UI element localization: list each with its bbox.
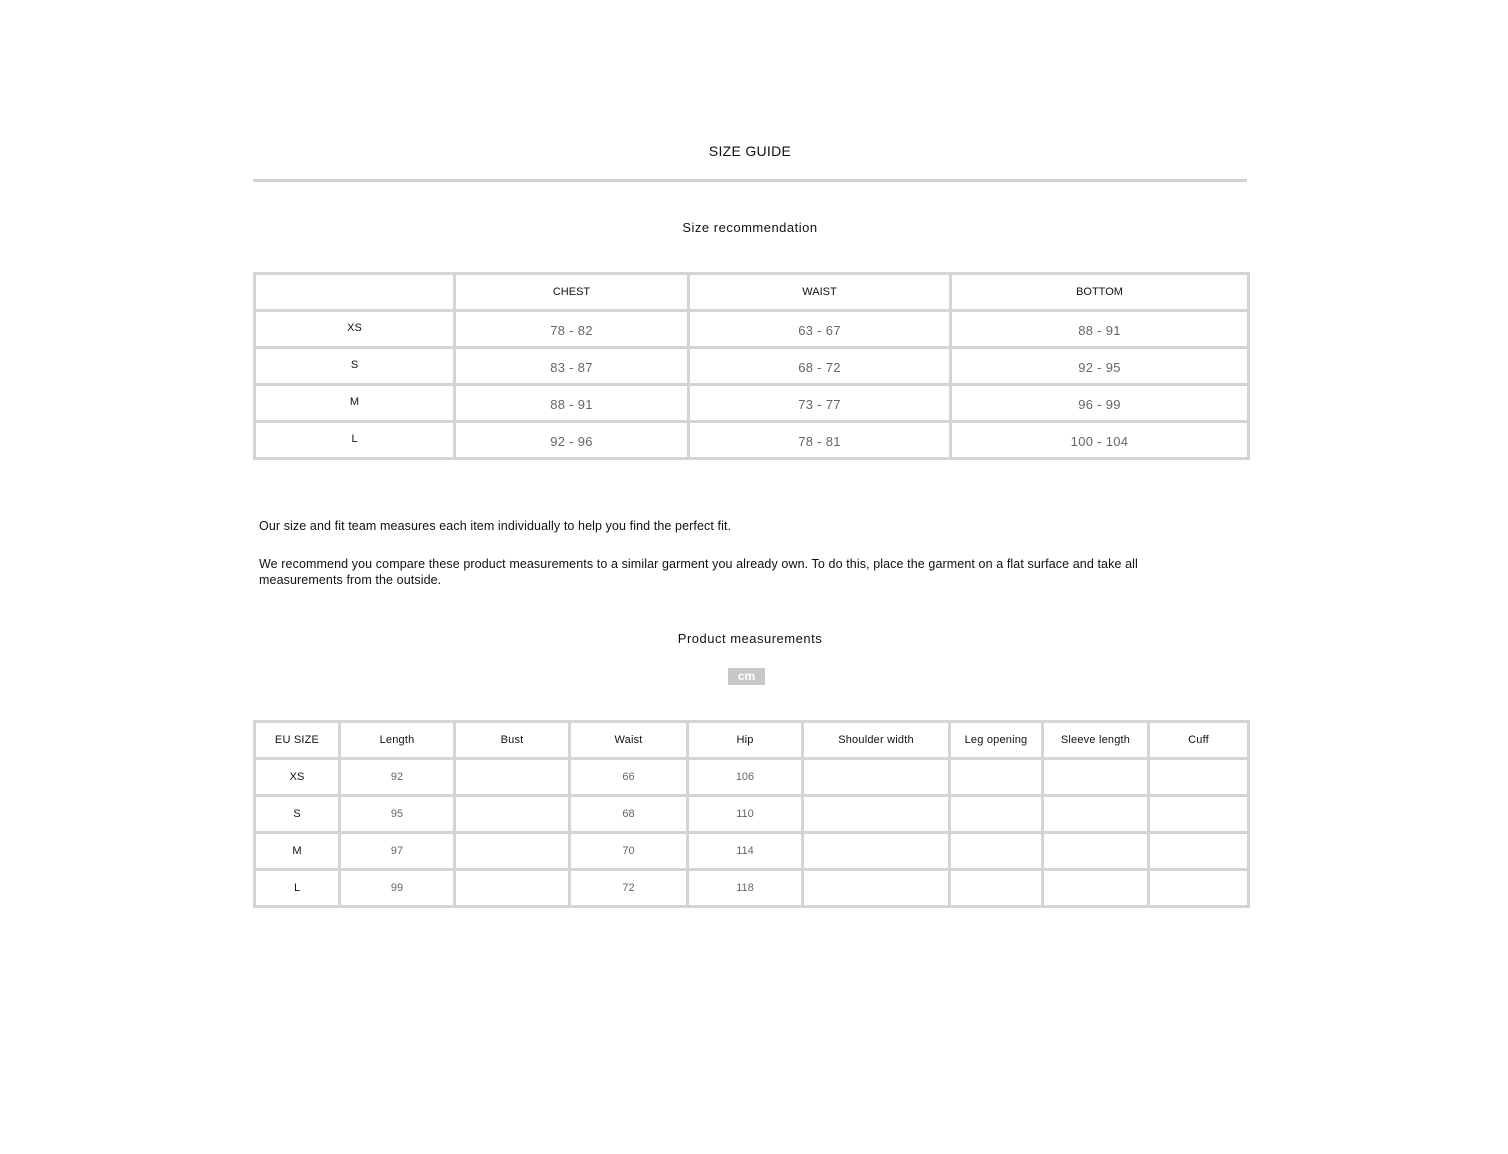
size-cell: M — [255, 833, 340, 870]
header-waist: WAIST — [689, 274, 951, 311]
waist-cell: 66 — [570, 759, 688, 796]
header-shoulder-width: Shoulder width — [803, 722, 950, 759]
sleeve-cell — [1043, 833, 1149, 870]
bottom-cell: 92 - 95 — [951, 348, 1249, 385]
header-bust: Bust — [455, 722, 570, 759]
leg-opening-cell — [950, 833, 1043, 870]
size-cell: M — [255, 385, 455, 422]
bust-cell — [455, 759, 570, 796]
cuff-cell — [1149, 759, 1249, 796]
bottom-cell: 100 - 104 — [951, 422, 1249, 459]
length-cell: 92 — [340, 759, 455, 796]
header-bottom: BOTTOM — [951, 274, 1249, 311]
waist-cell: 68 - 72 — [689, 348, 951, 385]
header-chest: CHEST — [455, 274, 689, 311]
size-cell: S — [255, 348, 455, 385]
unit-toggle-cm[interactable]: cm — [728, 668, 765, 685]
shoulder-cell — [803, 833, 950, 870]
product-measurements-table — [253, 720, 1250, 908]
compare-paragraph: We recommend you compare these product measurements to a similar garment you already own. To do this, place the garment on a flat surface and take all measurements from the outside. — [259, 557, 1138, 587]
size-cell: S — [255, 796, 340, 833]
waist-cell: 73 - 77 — [689, 385, 951, 422]
sleeve-cell — [1043, 796, 1149, 833]
shoulder-cell — [803, 759, 950, 796]
cuff-cell — [1149, 870, 1249, 907]
size-recommendation-title: Size recommendation — [682, 220, 818, 235]
table-row — [255, 385, 1249, 422]
product-measurements-title: Product measurements — [677, 631, 823, 646]
waist-cell: 72 — [570, 870, 688, 907]
sleeve-cell — [1043, 759, 1149, 796]
hip-cell: 114 — [688, 833, 803, 870]
table-row — [255, 833, 1249, 870]
bust-cell — [455, 870, 570, 907]
waist-cell: 63 - 67 — [689, 311, 951, 348]
size-cell: L — [255, 870, 340, 907]
chest-cell: 92 - 96 — [455, 422, 689, 459]
table-row — [255, 422, 1249, 459]
header-hip: Hip — [688, 722, 803, 759]
table-header-row — [255, 274, 1249, 311]
bottom-cell: 96 - 99 — [951, 385, 1249, 422]
waist-cell: 68 — [570, 796, 688, 833]
chest-cell: 78 - 82 — [455, 311, 689, 348]
hip-cell: 118 — [688, 870, 803, 907]
leg-opening-cell — [950, 759, 1043, 796]
shoulder-cell — [803, 870, 950, 907]
length-cell: 95 — [340, 796, 455, 833]
cuff-cell — [1149, 796, 1249, 833]
header-sleeve-length: Sleeve length — [1043, 722, 1149, 759]
bottom-cell: 88 - 91 — [951, 311, 1249, 348]
leg-opening-cell — [950, 796, 1043, 833]
header-empty — [255, 274, 455, 311]
cuff-cell — [1149, 833, 1249, 870]
length-cell: 99 — [340, 870, 455, 907]
table-header-row — [255, 722, 1249, 759]
page-title: SIZE GUIDE — [708, 143, 792, 159]
header-leg-opening: Leg opening — [950, 722, 1043, 759]
chest-cell: 83 - 87 — [455, 348, 689, 385]
shoulder-cell — [803, 796, 950, 833]
header-length: Length — [340, 722, 455, 759]
table-row — [255, 870, 1249, 907]
table-row — [255, 796, 1249, 833]
header-cuff: Cuff — [1149, 722, 1249, 759]
size-cell: XS — [255, 759, 340, 796]
waist-cell: 78 - 81 — [689, 422, 951, 459]
table-row — [255, 759, 1249, 796]
bust-cell — [455, 796, 570, 833]
chest-cell: 88 - 91 — [455, 385, 689, 422]
hip-cell: 110 — [688, 796, 803, 833]
table-row — [255, 311, 1249, 348]
waist-cell: 70 — [570, 833, 688, 870]
leg-opening-cell — [950, 870, 1043, 907]
title-divider — [253, 179, 1247, 182]
table-row — [255, 348, 1249, 385]
header-eu-size: EU SIZE — [255, 722, 340, 759]
bust-cell — [455, 833, 570, 870]
sleeve-cell — [1043, 870, 1149, 907]
length-cell: 97 — [340, 833, 455, 870]
fit-team-paragraph: Our size and fit team measures each item individually to help you find the perfect fit. — [259, 519, 732, 533]
size-cell: L — [255, 422, 455, 459]
header-waist: Waist — [570, 722, 688, 759]
size-cell: XS — [255, 311, 455, 348]
size-recommendation-table — [253, 272, 1250, 460]
hip-cell: 106 — [688, 759, 803, 796]
